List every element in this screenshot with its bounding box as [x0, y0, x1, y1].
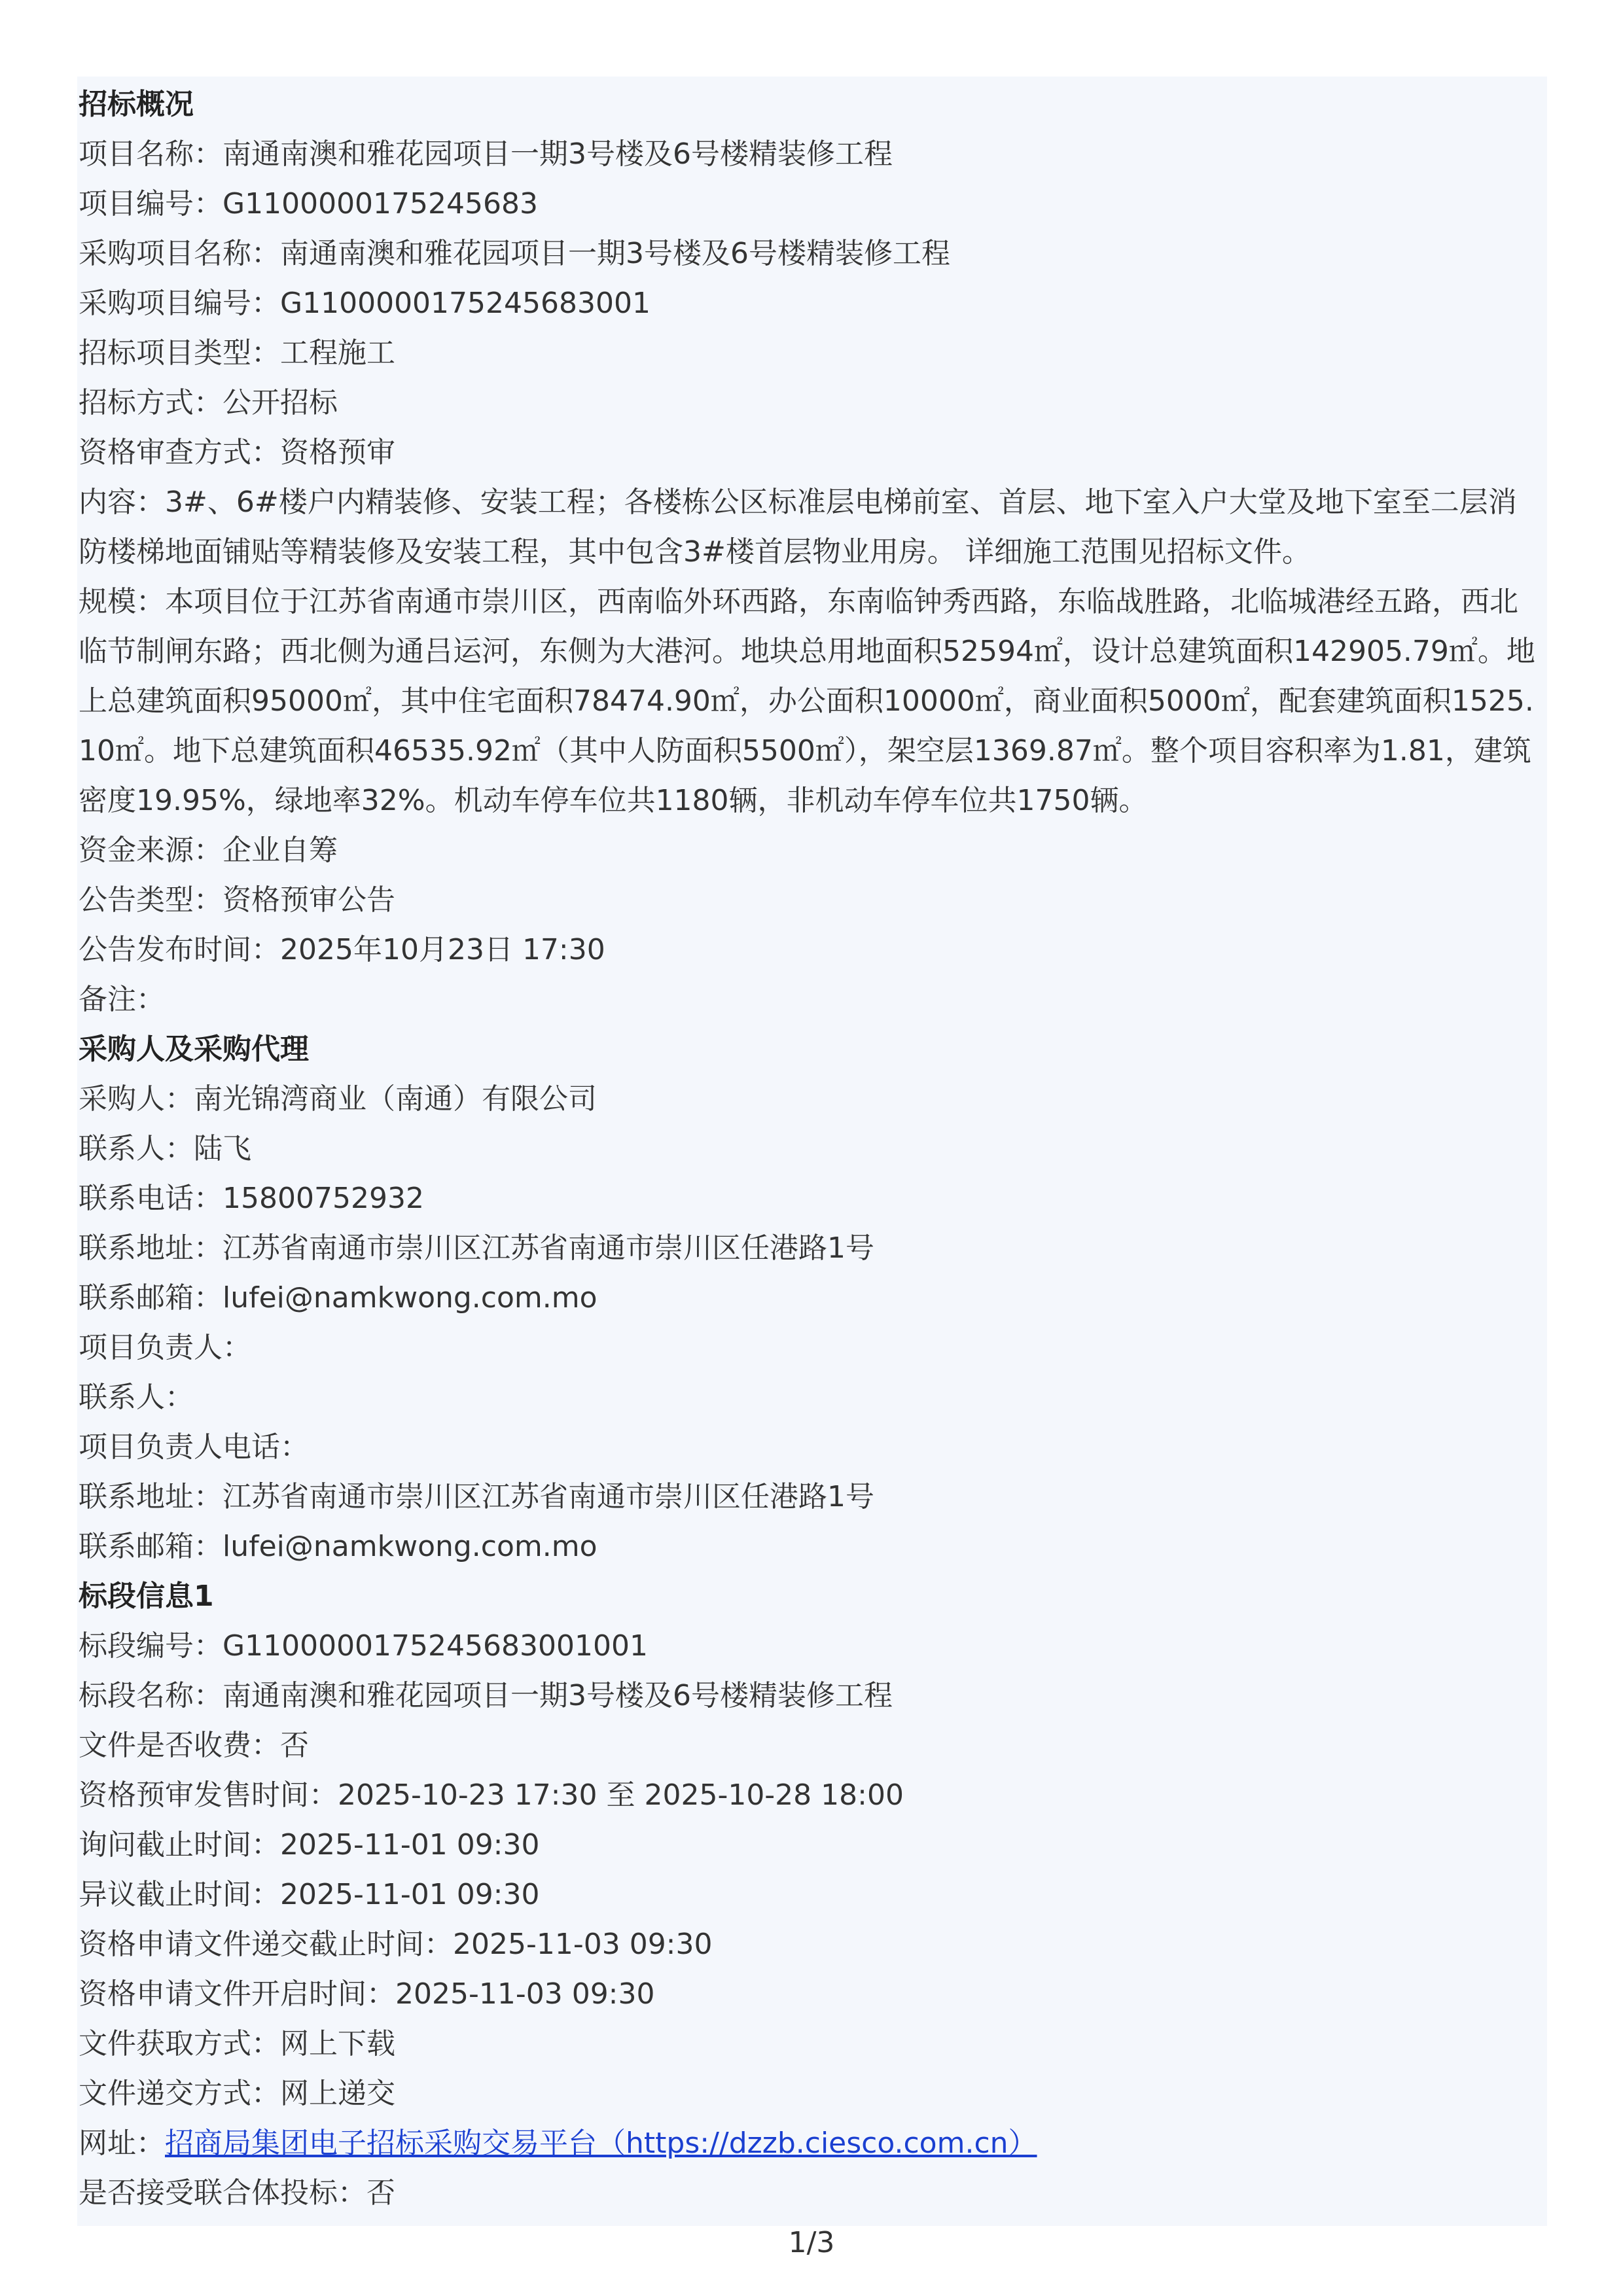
field-document-submission: 文件递交方式：网上递交: [79, 2077, 395, 2110]
field-project-name: 项目名称：南通南澳和雅花园项目一期3号楼及6号楼精装修工程: [79, 137, 893, 171]
platform-link[interactable]: 招商局集团电子招标采购交易平台（https://dzzb.ciesco.com.cn）: [165, 2127, 1037, 2160]
field-content: 内容：3#、6#楼户内精装修、安装工程；各楼栋公区标准层电梯前室、首层、地下室入户大堂及地下室至二层消防楼梯地面铺贴等精装修及安装工程，其中包含3#楼首层物业用房。 详细施工范围见招标文件。: [79, 486, 1517, 569]
document-content: [79, 80, 1544, 2218]
field-contact-person: 联系人：陆飞: [79, 1132, 251, 1165]
field-tender-method: 招标方式：公开招标: [79, 386, 338, 419]
field-objection-deadline: 异议截止时间：2025-11-01 09:30: [79, 1878, 540, 1911]
field-lot-number: 标段编号：G1100000175245683001001: [79, 1629, 648, 1663]
field-contact-address: 联系地址：江苏省南通市崇川区江苏省南通市崇川区任港路1号: [79, 1231, 874, 1265]
field-website: 网址：招商局集团电子招标采购交易平台（https://dzzb.ciesco.com.cn）: [79, 2127, 1037, 2160]
page-number: 1/3: [788, 2226, 835, 2259]
field-prequalification-sale-time: 资格预审发售时间：2025-10-23 17:30 至 2025-10-28 18:00: [79, 1778, 904, 1812]
field-procurement-project-name: 采购项目名称：南通南澳和雅花园项目一期3号楼及6号楼精装修工程: [79, 237, 950, 270]
field-tender-type: 招标项目类型：工程施工: [79, 336, 395, 370]
section-heading-purchaser: 采购人及采购代理: [79, 1033, 309, 1066]
field-contact-phone: 联系电话：15800752932: [79, 1182, 424, 1215]
field-consortium-bidding: 是否接受联合体投标：否: [79, 2176, 395, 2210]
field-agent-contact-email: 联系邮箱：lufei@namkwong.com.mo: [79, 1530, 597, 1563]
field-lot-name: 标段名称：南通南澳和雅花园项目一期3号楼及6号楼精装修工程: [79, 1679, 893, 1712]
field-project-leader: 项目负责人：: [79, 1331, 251, 1364]
field-procurement-project-number: 采购项目编号：G1100000175245683001: [79, 287, 651, 320]
field-submission-deadline: 资格申请文件递交截止时间：2025-11-03 09:30: [79, 1928, 713, 1961]
field-opening-time: 资格申请文件开启时间：2025-11-03 09:30: [79, 1977, 655, 2011]
section-heading-overview: 招标概况: [79, 88, 194, 121]
field-fund-source: 资金来源：企业自筹: [79, 834, 338, 867]
field-project-number: 项目编号：G1100000175245683: [79, 187, 539, 221]
field-purchaser: 采购人：南光锦湾商业（南通）有限公司: [79, 1082, 597, 1116]
field-qualification-review: 资格审查方式：资格预审: [79, 436, 395, 469]
field-remarks: 备注：: [79, 983, 165, 1016]
field-document-acquisition: 文件获取方式：网上下载: [79, 2027, 395, 2060]
field-notice-type: 公告类型：资格预审公告: [79, 883, 395, 917]
field-inquiry-deadline: 询问截止时间：2025-11-01 09:30: [79, 1828, 540, 1862]
field-document-fee: 文件是否收费：否: [79, 1729, 309, 1762]
field-project-leader-phone: 项目负责人电话：: [79, 1430, 309, 1464]
field-agent-contact-address: 联系地址：江苏省南通市崇川区江苏省南通市崇川区任港路1号: [79, 1480, 874, 1513]
field-contact-email: 联系邮箱：lufei@namkwong.com.mo: [79, 1281, 597, 1315]
field-scale: 规模：本项目位于江苏省南通市崇川区，西南临外环西路，东南临钟秀西路，东临战胜路，北临城港经五路，西北临节制闸东路；西北侧为通吕运河，东侧为大港河。地块总用地面积52594㎡，设计总建筑面积142905.79㎡。地上总建筑面积95000㎡，其中住宅面积78474.90㎡，办公面积10000㎡，商业面积5000㎡，配套建筑面积1525.10㎡。地下总建筑面积46535.92㎡（其中人防面积5500㎡），架空层1369.87㎡。整个项目容积率为1.81，建筑密度19.95%，绿地率32%。机动车停车位共1180辆，非机动车停车位共1750辆。: [79, 585, 1535, 817]
section-heading-lot-info: 标段信息1: [79, 1580, 214, 1613]
field-agent-contact-person: 联系人：: [79, 1381, 194, 1414]
field-publish-time: 公告发布时间：2025年10月23日 17:30: [79, 933, 605, 966]
